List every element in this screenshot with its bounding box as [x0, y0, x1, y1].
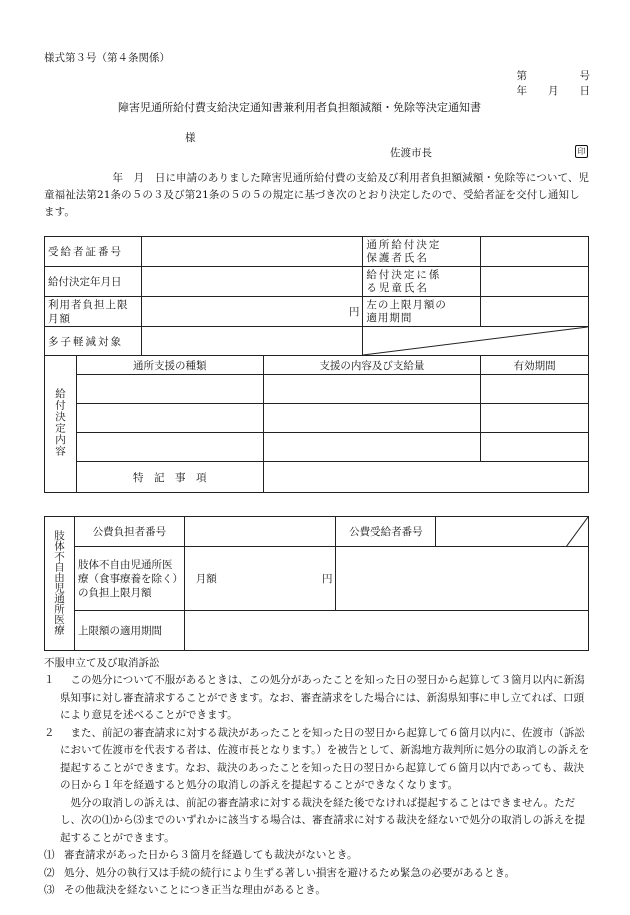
- issuer: 佐渡市長: [390, 147, 432, 159]
- col-valid-period: 有効期間: [481, 356, 589, 375]
- guardian-name-field[interactable]: [481, 237, 589, 267]
- support-type-cell[interactable]: [76, 433, 263, 462]
- yen-unit-2: 円: [321, 573, 333, 585]
- medical-limit-period-label: 上限額の適用期間: [74, 611, 184, 651]
- multi-child-label: 多子軽減対象: [45, 327, 142, 356]
- support-type-cell[interactable]: [76, 375, 263, 404]
- appeal-paragraph: 処分の取消しの訴えは、前記の審査請求に対する裁決を経た後でなければ提起することはできません。ただし、次の⑴から⑶までのいずれかに該当する場合は、審査請求に対する裁決を経ないで処分の取消しの訴えを提起することができます。: [60, 796, 585, 844]
- intro-paragraph: 年 月 日に申請のありました障害児通所給付費の支給及び利用者負担額減額・免除等について、児童福祉法第21条の５の３及び第21条の５の５の規定に基づき次のとおり決定したので、受給者証を交付し通知します。: [44, 172, 590, 218]
- appeal-section: [44, 672, 594, 900]
- valid-period-cell[interactable]: [481, 375, 589, 404]
- appeal-subitem: ⑴ 審査請求があった日から３箇月を経過しても裁決がないとき。: [44, 849, 358, 861]
- support-content-cell[interactable]: [263, 433, 481, 462]
- support-type-cell[interactable]: [76, 404, 263, 433]
- child-name-label: 給付決定に係る児童氏名: [363, 267, 481, 297]
- payer-no-field[interactable]: [184, 517, 336, 547]
- valid-period-cell[interactable]: [481, 404, 589, 433]
- guardian-name-label: 通所給付決定保護者氏名: [363, 237, 481, 267]
- multi-child-strike: [363, 327, 589, 356]
- medical-limit-field[interactable]: [184, 547, 336, 611]
- support-content-cell[interactable]: [263, 375, 481, 404]
- appeal-subitem: ⑵ 処分、処分の執行又は手続の続行により生ずる著しい損害を避けるため緊急の必要があるとき。: [44, 866, 516, 879]
- medical-limit-blank: [336, 547, 589, 611]
- copay-limit-field[interactable]: [141, 297, 362, 327]
- payer-no-label: 公費負担者番号: [74, 517, 184, 547]
- addressee-suffix: 様: [185, 132, 196, 144]
- copay-limit-label: 利用者負担上限月額: [45, 297, 142, 327]
- multi-child-field[interactable]: [141, 327, 362, 356]
- support-content-cell[interactable]: [263, 404, 481, 433]
- form-number: 様式第３号（第４条関係）: [44, 52, 170, 64]
- recipient-no-label: 受給者証番号: [45, 237, 142, 267]
- special-notes-label: 特 記 事 項: [76, 462, 263, 493]
- page-title: 障害児通所給付費支給決定通知書兼利用者負担額減額・免除等決定通知書: [118, 101, 481, 114]
- decision-date-label: 給付決定年月日: [45, 267, 142, 297]
- monthly-label: 月額: [195, 573, 217, 585]
- decision-table: [44, 236, 589, 493]
- valid-period-cell[interactable]: [481, 433, 589, 462]
- limit-period-field[interactable]: [481, 297, 589, 327]
- recipient-no-label-2: 公費受給者番号: [336, 517, 436, 547]
- decision-date-field[interactable]: [141, 267, 362, 297]
- child-name-field[interactable]: [481, 267, 589, 297]
- public-recipient-no-field[interactable]: [436, 517, 589, 547]
- benefit-content-label: 給付決定内容: [45, 356, 77, 493]
- document-date: 年 月 日: [516, 85, 590, 97]
- medical-limit-period-field[interactable]: [184, 611, 588, 651]
- seal-stamp: 印: [575, 145, 588, 158]
- limit-period-label: 左の上限月額の適用期間: [363, 297, 481, 327]
- appeal-subitem: ⑶ その他裁決を経ないことにつき正当な理由があるとき。: [44, 884, 326, 896]
- col-support-content: 支援の内容及び支給量: [263, 356, 481, 375]
- medical-side-label: 肢体不自由児通所医療: [45, 517, 75, 651]
- appeal-heading: 不服申立て及び取消訴訟: [44, 657, 160, 669]
- special-notes-field[interactable]: [263, 462, 588, 493]
- yen-unit: 円: [348, 306, 360, 318]
- medical-table: [44, 516, 589, 651]
- recipient-no-field[interactable]: [141, 237, 362, 267]
- col-support-type: 通所支援の種類: [76, 356, 263, 375]
- medical-limit-label: 肢体不自由児通所医療（食事療養を除く）の負担上限月額: [74, 547, 184, 611]
- appeal-item: ２ また、前記の審査請求に対する裁決があったことを知った日の翌日から起算して６箇月以内に、佐渡市（訴訟において佐渡市を代表する者は、佐渡市長となります。）を被告として、新潟地方裁判所に処分の取消しの訴えを提起することができます。なお、裁決のあったことを知った日の翌日から起算して６箇月以内であっても、裁決の日から１年を経過すると処分の取消しの訴えを提起することができなくなります。: [44, 726, 590, 791]
- appeal-item: １ この処分について不服があるときは、この処分があったことを知った日の翌日から起算して３箇月以内に新潟県知事に対し審査請求することができます。なお、審査請求をした場合には、新潟県知事に申し立てれば、口頭により意見を述べることができます。: [44, 674, 585, 721]
- document-number: 第 号: [516, 70, 590, 82]
